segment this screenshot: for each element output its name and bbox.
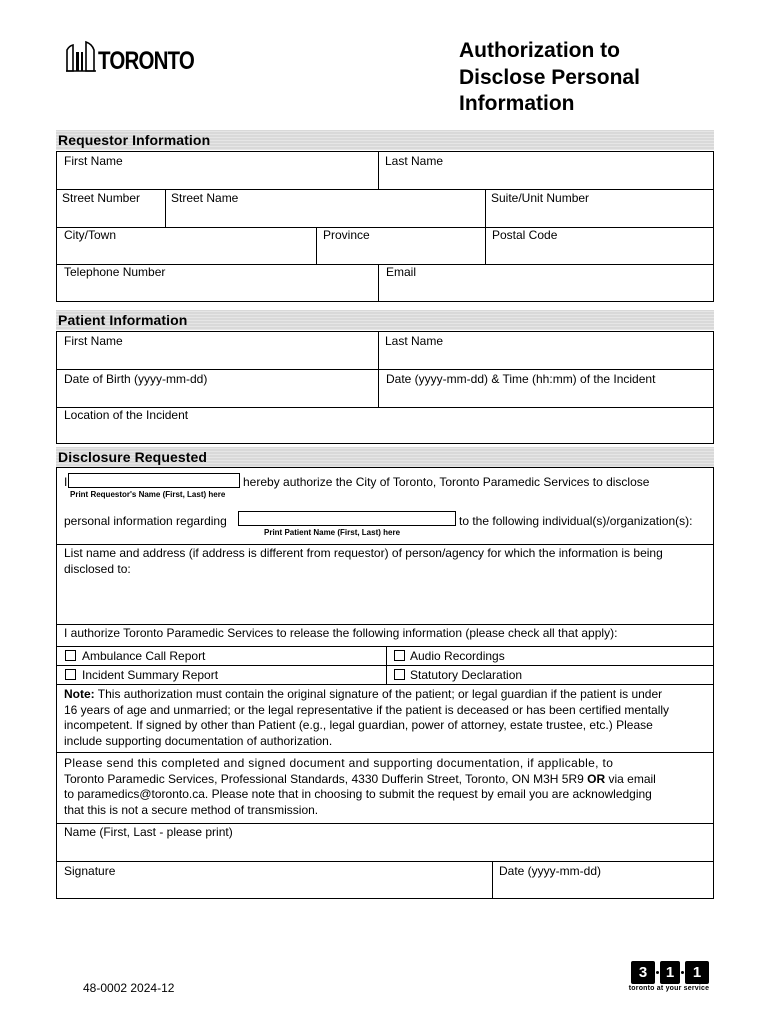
requestor-name-input[interactable] (68, 473, 240, 488)
recipient-list-field[interactable]: List name and address (if address is different from requestor) of person/agency for which the information is being disclosed to: (64, 546, 663, 576)
requestor-suite-field[interactable]: Suite/Unit Number (491, 191, 590, 205)
incident-datetime-field[interactable]: Date (yyyy-mm-dd) & Time (hh:mm) of the Incident (386, 372, 656, 386)
requestor-section-header: Requestor Information (56, 130, 714, 150)
311-logo (622, 960, 716, 996)
disclosure-section-header: Disclosure Requested (56, 447, 714, 467)
city-logo (66, 40, 215, 75)
statutory-declaration-label: Statutory Declaration (410, 668, 523, 682)
signature-field[interactable]: Signature (64, 864, 116, 878)
ambulance-call-report-label: Ambulance Call Report (82, 649, 206, 663)
authorize-text: hereby authorize the City of Toronto, Toronto Paramedic Services to disclose (243, 475, 650, 489)
requestor-last-name-field[interactable]: Last Name (385, 154, 444, 168)
requestor-province-field[interactable]: Province (323, 228, 370, 242)
311-tagline: toronto at your service (628, 985, 710, 992)
patient-name-input[interactable] (238, 511, 456, 526)
release-text: I authorize Toronto Paramedic Services to release the following information (please check all that apply): (64, 626, 618, 640)
audio-recordings-label: Audio Recordings (410, 649, 505, 663)
city-hall-icon (66, 40, 96, 72)
requestor-first-name-field[interactable]: First Name (64, 154, 123, 168)
i-label: I (64, 475, 68, 489)
incident-summary-report-label: Incident Summary Report (82, 668, 219, 682)
following-text: to the following individual(s)/organization(s): (459, 514, 693, 528)
signature-date-field[interactable]: Date (yyyy-mm-dd) (499, 864, 602, 878)
disclosure-form (56, 467, 714, 899)
requestor-street-number-field[interactable]: Street Number (62, 191, 141, 205)
requestor-telephone-field[interactable]: Telephone Number (64, 265, 166, 279)
note-paragraph: Note: This authorization must contain the original signature of the patient; or legal guardian if the patient is under 16 years of age and unmarried; or the legal representative if the patient is deceased or has been certified mentally incompetent. If signed by other than Patient (e.g., legal guardian, power of attorney, estate trustee, etc.) Please include supporting documentation of authorization. (64, 687, 670, 748)
audio-recordings-checkbox[interactable] (394, 650, 405, 661)
name-print-field[interactable]: Name (First, Last - please print) (64, 825, 233, 839)
patient-form (56, 331, 714, 444)
incident-summary-report-checkbox[interactable] (65, 669, 76, 680)
patient-dob-field[interactable]: Date of Birth (yyyy-mm-dd) (64, 372, 208, 386)
page-title: Authorization to Disclose Personal Information (459, 39, 640, 115)
patient-name-caption: Print Patient Name (First, Last) here (264, 528, 401, 537)
org-name: TORONTO (98, 47, 195, 75)
form-number: 48-0002 2024-12 (83, 981, 175, 995)
requestor-email-field[interactable]: Email (386, 265, 417, 279)
patient-section-header: Patient Information (56, 310, 714, 330)
311-digit-1a: 1 (660, 961, 680, 984)
requestor-city-field[interactable]: City/Town (64, 228, 117, 242)
send-instructions: Please send this completed and signed document and supporting documentation, if applicable, to Toronto Paramedic Services, Professional Standards, 4330 Dufferin Street, Toronto, ON M3H 5R9 OR via email to paramedics@toronto.ca. Please note that in choosing to submit the request by email you are acknowledging that this is not a secure method of transmission. (64, 756, 656, 817)
311-digit-1b: 1 (685, 961, 709, 984)
requestor-postal-field[interactable]: Postal Code (492, 228, 558, 242)
patient-first-name-field[interactable]: First Name (64, 334, 123, 348)
requestor-street-name-field[interactable]: Street Name (171, 191, 239, 205)
requestor-form (56, 151, 714, 302)
incident-location-field[interactable]: Location of the Incident (64, 408, 189, 422)
statutory-declaration-checkbox[interactable] (394, 669, 405, 680)
ambulance-call-report-checkbox[interactable] (65, 650, 76, 661)
patient-last-name-field[interactable]: Last Name (385, 334, 444, 348)
311-digit-3: 3 (631, 961, 655, 984)
personal-info-text: personal information regarding (64, 514, 227, 528)
requestor-name-caption: Print Requestor's Name (First, Last) here (70, 490, 226, 499)
